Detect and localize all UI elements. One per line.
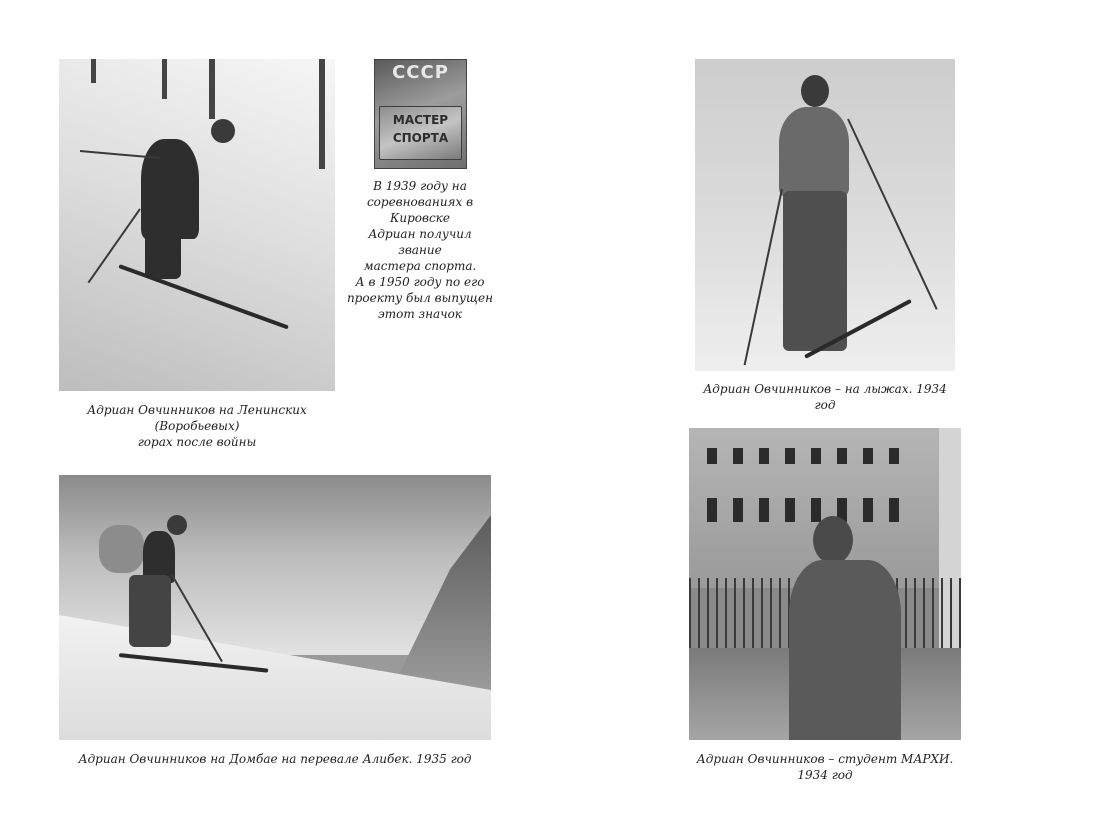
caption-dombay: Адриан Овчинников на Домбае на перевале Алибек. 1935 год (78, 752, 472, 766)
building-window (811, 498, 821, 522)
caption-skis-1934: Адриан Овчинников – на лыжах. 1934 год (703, 382, 947, 412)
caption-lenin-hills: Адриан Овчинников на Ленинских (Воробьевых) горах после войны (87, 403, 307, 449)
building-window (863, 448, 873, 464)
building-window (785, 498, 795, 522)
caption-student: Адриан Овчинников – студент МАРХИ. 1934 год (696, 752, 954, 782)
skier-head (167, 515, 187, 535)
building-window (837, 448, 847, 464)
caption-badge-note: В 1939 году на соревнованиях в Кировске Адриан получил звание мастера спорта. А в 1950 году по его проекту был выпущен этот значок (346, 179, 494, 321)
building-window (889, 498, 899, 522)
skier-head (801, 75, 829, 107)
photo-standing-skier (695, 59, 955, 371)
building-window (863, 498, 873, 522)
photo-student-building (689, 428, 961, 740)
master-of-sport-badge (374, 59, 467, 169)
building-window (889, 448, 899, 464)
photo-dombay-pass (59, 475, 491, 740)
building-window (733, 448, 743, 464)
building-window (785, 448, 795, 464)
building-window (759, 498, 769, 522)
skier-body (141, 139, 199, 239)
building-window (733, 498, 743, 522)
building-window (707, 448, 717, 464)
badge-plate-line1: МАСТЕР (392, 113, 449, 127)
building-window (759, 448, 769, 464)
building-window (707, 498, 717, 522)
tree-trunk (209, 59, 215, 119)
student-jacket (789, 560, 901, 740)
skier-legs (145, 229, 181, 279)
ski-pole (744, 189, 783, 365)
photo-skier-hill (59, 59, 335, 391)
skier-trousers (783, 191, 847, 351)
skier-torso (779, 107, 849, 197)
ski-pole (847, 119, 938, 310)
tree-trunk (91, 59, 96, 83)
badge-plate (379, 106, 462, 160)
skier-head (211, 119, 235, 143)
badge-plate-line2: СПОРТА (392, 131, 449, 145)
backpack (99, 525, 144, 573)
building-window (811, 448, 821, 464)
tree-trunk (319, 59, 325, 169)
badge-ussr-text: СССР (392, 62, 449, 83)
student-head (813, 516, 853, 564)
tree-trunk (162, 59, 167, 99)
skier-legs (129, 575, 171, 647)
